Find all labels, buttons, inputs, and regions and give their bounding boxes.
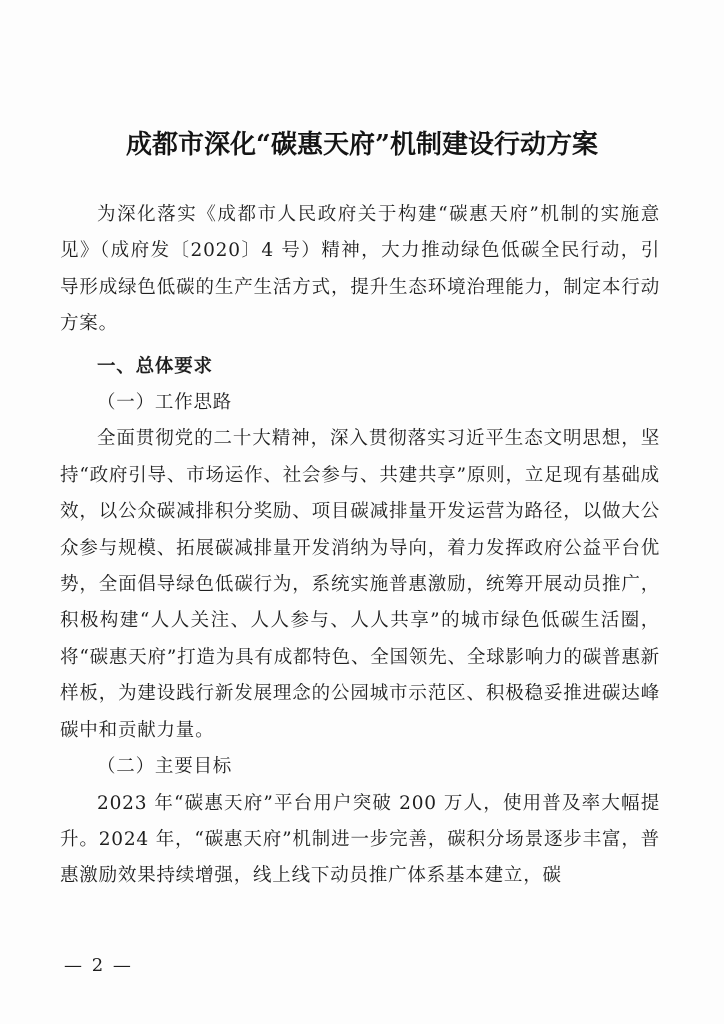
- section-heading-general-requirements: 一、总体要求: [97, 355, 213, 377]
- document-body: [60, 197, 660, 895]
- main-goals-paragraph: 2023 年“碳惠天府”平台用户突破 200 万人，使用普及率大幅提升。2024 年，“碳惠天府”机制进一步完善，碳积分场景逐步丰富，普惠激励效果持续增强，线上线下动员推广体系基本建立，碳: [60, 792, 660, 887]
- document-title: 成都市深化“碳惠天府”机制建设行动方案: [126, 130, 598, 160]
- subsection-heading-main-goals: （二）主要目标: [97, 756, 233, 778]
- work-approach-paragraph: 全面贯彻党的二十大精神，深入贯彻落实习近平生态文明思想，坚持“政府引导、市场运作、社会参与、共建共享”原则，立足现有基础成效，以公众碳减排积分奖励、项目碳减排量开发运营为路径，以做大公众参与规模、拓展碳减排量开发消纳为导向，着力发挥政府公益平台优势，全面倡导绿色低碳行为，系统实施普惠激励，统筹开展动员推广，积极构建“人人关注、人人参与、人人共享”的城市绿色低碳生活圈，将“碳惠天府”打造为具有成都特色、全国领先、全球影响力的碳普惠新样板，为建设践行新发展理念的公园城市示范区、积极稳妥推进碳达峰碳中和贡献力量。: [60, 428, 660, 741]
- intro-paragraph: 为深化落实《成都市人民政府关于构建“碳惠天府”机制的实施意见》（成府发〔2020〕4 号）精神，大力推动绿色低碳全民行动，引导形成绿色低碳的生产生活方式，提升生态环境治理能力，制定本行动方案。: [60, 204, 660, 335]
- subsection-heading-work-approach: （一）工作思路: [97, 392, 233, 414]
- page-number: — 2 —: [64, 955, 133, 976]
